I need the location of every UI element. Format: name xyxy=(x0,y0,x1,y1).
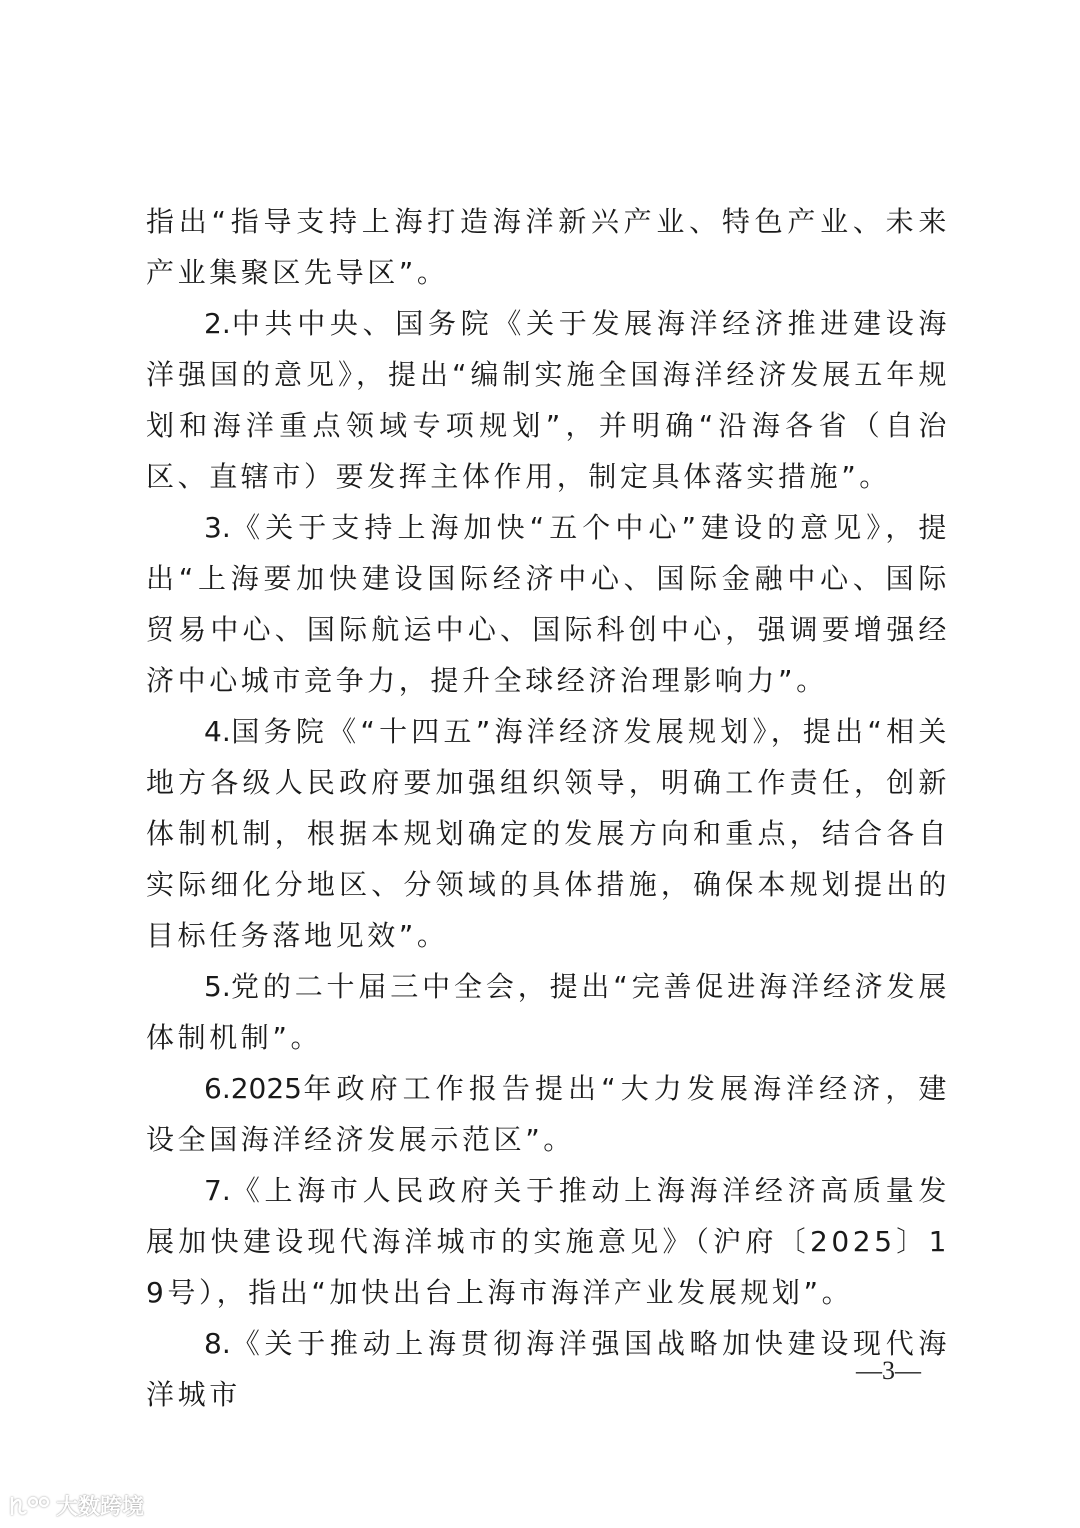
paragraph-text: 党的二十届三中全会，提出“完善促进海洋经济发展体制机制”。 xyxy=(146,970,950,1054)
watermark-text: 大数跨境 xyxy=(56,1495,145,1520)
kuajing-logo-icon xyxy=(8,1493,52,1519)
paragraph-text: 《关于支持上海加快“五个中心”建设的意见》，提出“上海要加快建设国际经济中心、国际金融中心、国际贸易中心、国际航运中心、国际科创中心，强调要增强经济中心城市竞争力，提升全球经济治理影响力”。 xyxy=(146,511,950,697)
list-number: 8. xyxy=(204,1327,231,1360)
paragraph-1 xyxy=(146,196,950,298)
document-page-body xyxy=(146,196,950,1420)
paragraph-3 xyxy=(146,502,950,706)
paragraph-2 xyxy=(146,298,950,502)
list-number: 6.2025 xyxy=(204,1072,302,1105)
watermark xyxy=(8,1490,144,1521)
paragraph-text: 《上海市人民政府关于推动上海海洋经济高质量发展加快建设现代海洋城市的实施意见》（沪府〔2025〕19号），指出“加快出台上海市海洋产业发展规划”。 xyxy=(146,1174,950,1309)
list-number: 3. xyxy=(204,511,231,544)
paragraph-text: 《关于推动上海贯彻海洋强国战略加快建设现代海洋城市 xyxy=(146,1327,950,1411)
paragraph-text: 国务院《“十四五”海洋经济发展规划》，提出“相关地方各级人民政府要加强组织领导，明确工作责任，创新体制机制，根据本规划确定的发展方向和重点，结合各自实际细化分地区、分领域的具体措施，确保本规划提出的目标任务落地见效”。 xyxy=(146,715,950,952)
list-number: 7. xyxy=(204,1174,231,1207)
paragraph-text: 指出“指导支持上海打造海洋新兴产业、特色产业、未来产业集聚区先导区”。 xyxy=(146,205,950,289)
list-number: 2. xyxy=(204,307,231,340)
paragraph-text: 年政府工作报告提出“大力发展海洋经济，建设全国海洋经济发展示范区”。 xyxy=(146,1072,950,1156)
paragraph-6 xyxy=(146,1063,950,1165)
paragraph-text: 中共中央、国务院《关于发展海洋经济推进建设海洋强国的意见》，提出“编制实施全国海洋经济发展五年规划和海洋重点领域专项规划”，并明确“沿海各省（自治区、直辖市）要发挥主体作用，制定具体落实措施”。 xyxy=(146,307,950,493)
paragraph-5 xyxy=(146,961,950,1063)
paragraph-8 xyxy=(146,1318,950,1420)
list-number: 4. xyxy=(204,715,231,748)
list-number: 5. xyxy=(204,970,231,1003)
paragraph-7 xyxy=(146,1165,950,1318)
page-number: —3— xyxy=(856,1356,921,1385)
paragraph-4 xyxy=(146,706,950,961)
